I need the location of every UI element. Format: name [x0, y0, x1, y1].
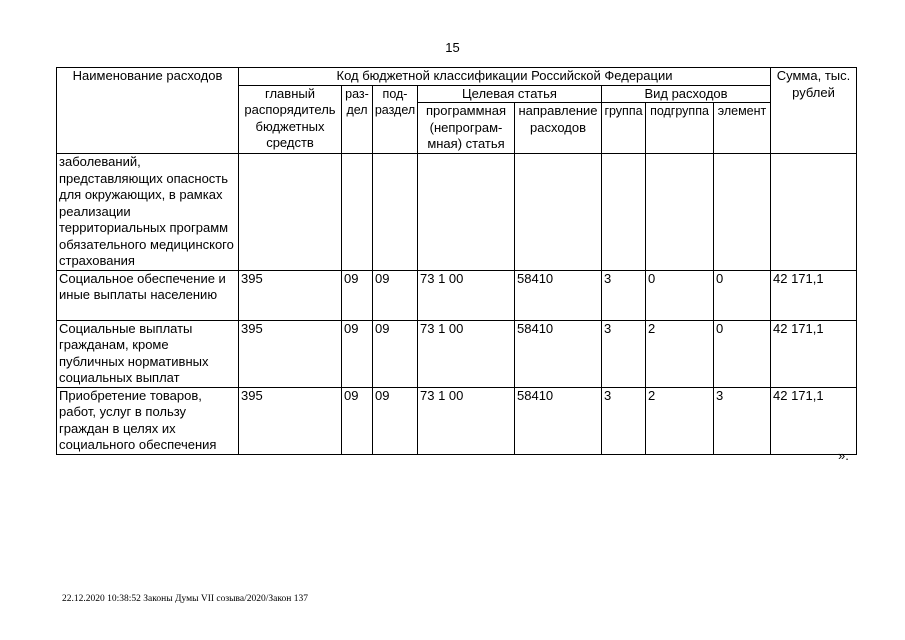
table-row	[57, 387, 857, 454]
row-subgroup: 2	[646, 387, 714, 454]
table-row	[57, 320, 857, 387]
row-direction	[515, 154, 602, 271]
row-subsection: 09	[373, 270, 418, 320]
row-subgroup: 2	[646, 320, 714, 387]
header-subsection: под-раздел	[373, 85, 418, 154]
row-program: 73 1 00	[418, 320, 515, 387]
table-row	[57, 270, 857, 320]
header-direction: направление расходов	[515, 103, 602, 154]
row-program	[418, 154, 515, 271]
header-section: раз-дел	[342, 85, 373, 154]
header-group: группа	[602, 103, 646, 154]
page-number: 15	[445, 40, 460, 55]
budget-table	[56, 67, 857, 455]
row-subsection: 09	[373, 387, 418, 454]
header-element: элемент	[714, 103, 771, 154]
header-target-article: Целевая статья	[418, 85, 602, 103]
row-group	[602, 154, 646, 271]
row-direction: 58410	[515, 320, 602, 387]
row-section: 09	[342, 320, 373, 387]
row-group: 3	[602, 320, 646, 387]
row-section: 09	[342, 270, 373, 320]
row-program: 73 1 00	[418, 270, 515, 320]
row-main-manager: 395	[239, 320, 342, 387]
row-subsection	[373, 154, 418, 271]
row-name: Социальное обеспечение и иные выплаты населению	[57, 270, 239, 320]
row-group: 3	[602, 387, 646, 454]
row-subgroup	[646, 154, 714, 271]
row-subgroup: 0	[646, 270, 714, 320]
row-sum: 42 171,1	[771, 320, 857, 387]
row-name: Приобретение товаров, работ, услуг в пользу граждан в целях их социального обеспечения	[57, 387, 239, 454]
document-footer: 22.12.2020 10:38:52 Законы Думы VII созыва/2020/Закон 137	[62, 594, 308, 604]
row-direction: 58410	[515, 270, 602, 320]
closing-quote: ».	[838, 448, 849, 463]
header-main-manager: главный распорядитель бюджетных средств	[239, 85, 342, 154]
row-element: 0	[714, 320, 771, 387]
row-name: Социальные выплаты гражданам, кроме публичных нормативных социальных выплат	[57, 320, 239, 387]
header-subgroup: подгруппа	[646, 103, 714, 154]
row-main-manager: 395	[239, 270, 342, 320]
row-sum: 42 171,1	[771, 270, 857, 320]
row-element: 3	[714, 387, 771, 454]
row-main-manager	[239, 154, 342, 271]
row-section: 09	[342, 387, 373, 454]
header-sum: Сумма, тыс. рублей	[771, 68, 857, 154]
row-element	[714, 154, 771, 271]
row-sum: 42 171,1	[771, 387, 857, 454]
row-section	[342, 154, 373, 271]
header-name: Наименование расходов	[57, 68, 239, 154]
row-program: 73 1 00	[418, 387, 515, 454]
row-name: заболеваний, представляющих опасность для окружающих, в рамках реализации территориальных программ обязательного медицинского страхования	[57, 154, 239, 271]
row-sum	[771, 154, 857, 271]
row-group: 3	[602, 270, 646, 320]
row-subsection: 09	[373, 320, 418, 387]
header-program: программная (непрограм-мная) статья	[418, 103, 515, 154]
row-main-manager: 395	[239, 387, 342, 454]
row-direction: 58410	[515, 387, 602, 454]
header-code-group: Код бюджетной классификации Российской Федерации	[239, 68, 771, 86]
table-row	[57, 154, 857, 271]
row-element: 0	[714, 270, 771, 320]
header-expense-type: Вид расходов	[602, 85, 771, 103]
